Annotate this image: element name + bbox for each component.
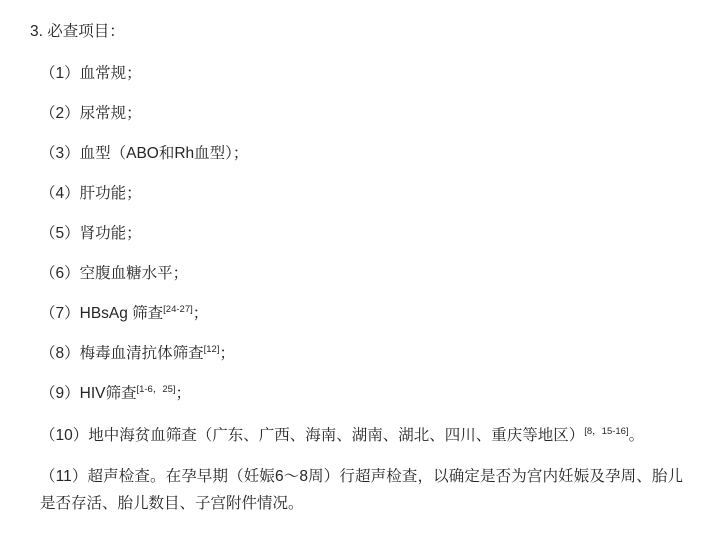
list-item-11: （11）超声检查。在孕早期（妊娠6～8周）行超声检查，以确定是否为宫内妊娠及孕周、胎儿是否存活、胎儿数目、子宫附件情况。 [40,468,683,512]
list-item-7-reference: [24-27] [163,303,193,315]
list-item-10-tail: 。 [628,427,645,444]
list-item-8-reference: [12] [203,343,220,355]
list-item-10-reference: [8，15-16] [584,425,629,437]
list-item-4: （4）肝功能； [40,185,142,202]
list-item-7-text: （7）HBsAg 筛查 [40,305,164,322]
list-item-7 [30,303,683,324]
list-item-9-tail: ； [175,385,192,402]
list-item-8 [30,343,683,364]
list-item-8-tail: ； [219,345,235,362]
list-item-9-reference: [1-6，25] [136,383,176,395]
list-item-1: （1）血常规； [40,65,142,82]
list-item-8-text: （8）梅毒血清抗体筛查 [40,345,204,362]
list-item-9-text: （9）HIV筛查 [40,385,137,402]
list-item-6: （6）空腹血糖水平； [40,265,189,282]
list-item-5: （5）肾功能； [40,225,142,242]
section-heading: 3. 必查项目： [30,23,125,40]
list-item-10-text: （10）地中海贫血筛查（广东、广西、海南、湖南、湖北、四川、重庆等地区） [40,427,585,444]
list-item-10 [30,423,683,449]
list-item-7-tail: ； [192,305,209,322]
list-item-2: （2）尿常规； [40,105,142,122]
list-item-3: （3）血型（ABO和Rh血型）； [40,145,249,162]
list-item-9 [30,383,683,404]
